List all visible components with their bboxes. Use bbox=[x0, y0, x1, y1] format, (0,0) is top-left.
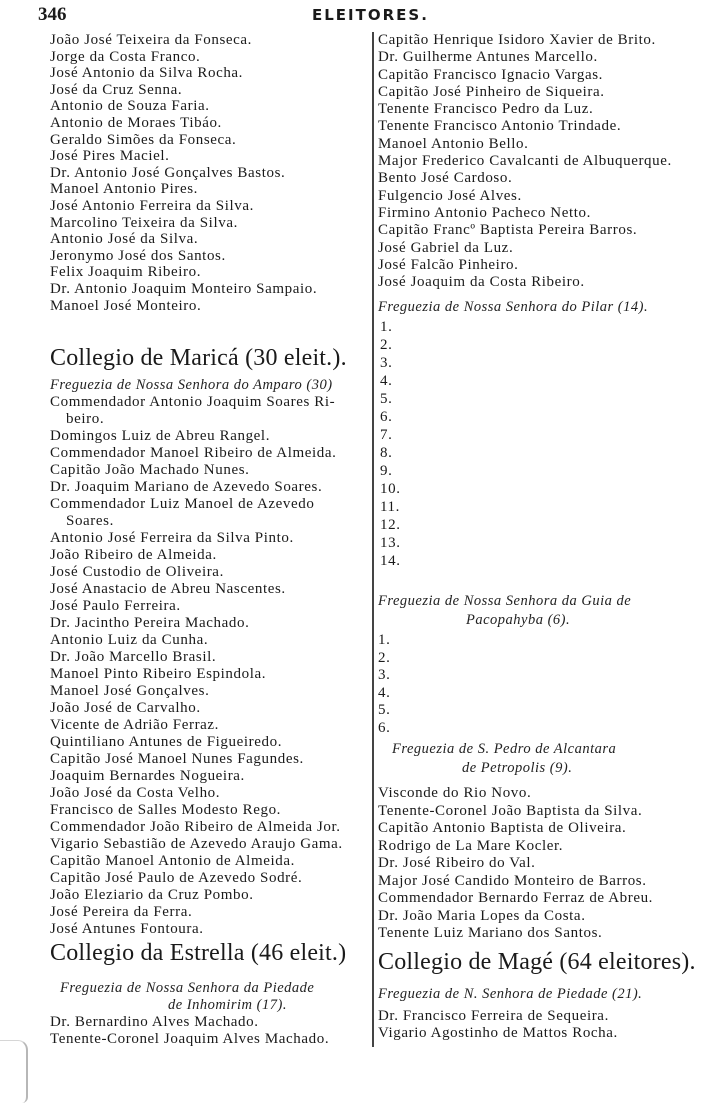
elector-name: Commendador João Ribeiro de Almeida Jor. bbox=[50, 819, 341, 835]
elector-name: Major José Candido Monteiro de Barros. bbox=[378, 872, 647, 889]
parish-heading: Freguezia de Nossa Senhora do Pilar (14). bbox=[378, 299, 649, 315]
elector-name: Tenente Francisco Antonio Trindade. bbox=[378, 118, 622, 135]
elector-name: Jorge da Costa Franco. bbox=[50, 48, 201, 65]
elector-name: Visconde do Rio Novo. bbox=[378, 785, 532, 801]
elector-name: José Joaquim da Costa Ribeiro. bbox=[378, 274, 585, 291]
elector-name: Dr. Guilherme Antunes Marcello. bbox=[378, 49, 598, 66]
elector-name: Tenente Luiz Mariano dos Santos. bbox=[378, 925, 603, 941]
list-number: 14. bbox=[380, 553, 401, 569]
elector-name: Francisco de Salles Modesto Rego. bbox=[50, 802, 282, 818]
elector-name: Dr. Antonio José Gonçalves Bastos. bbox=[50, 164, 286, 181]
elector-list bbox=[50, 32, 317, 314]
elector-list bbox=[378, 32, 672, 291]
elector-name: João Ribeiro de Almeida. bbox=[50, 547, 217, 563]
elector-name: José Anastacio de Abreu Nascentes. bbox=[50, 581, 286, 597]
elector-name: Marcolino Teixeira da Silva. bbox=[50, 214, 238, 231]
list-number: 3. bbox=[380, 355, 393, 371]
elector-name: João José de Carvalho. bbox=[50, 700, 201, 716]
elector-name: Tenente-Coronel Joaquim Alves Machado. bbox=[50, 1031, 330, 1047]
parish-heading: Freguezia de S. Pedro de Alcantara bbox=[392, 741, 617, 757]
elector-name: Felix Joaquim Ribeiro. bbox=[50, 264, 202, 281]
elector-name: Dr. Jacintho Pereira Machado. bbox=[50, 615, 250, 631]
elector-name: Antonio de Moraes Tibáo. bbox=[50, 114, 222, 131]
list-number: 11. bbox=[380, 499, 400, 515]
elector-name: Capitão Antonio Baptista de Oliveira. bbox=[378, 820, 627, 836]
elector-name: Antonio Luiz da Cunha. bbox=[50, 632, 209, 648]
elector-name: Rodrigo de La Mare Kocler. bbox=[378, 837, 564, 854]
elector-name: Firmino Antonio Pacheco Netto. bbox=[378, 204, 591, 221]
elector-name: Manoel Antonio Bello. bbox=[378, 135, 529, 152]
elector-name: José Falcão Pinheiro. bbox=[378, 256, 519, 273]
elector-name: Manoel José Gonçalves. bbox=[50, 683, 210, 699]
elector-list bbox=[378, 1008, 618, 1042]
elector-name: Dr. Bernardino Alves Machado. bbox=[50, 1014, 259, 1030]
list-number: 2. bbox=[380, 337, 393, 353]
elector-name: José da Cruz Senna. bbox=[50, 81, 183, 98]
list-number: 7. bbox=[380, 427, 393, 443]
list-number: 1. bbox=[378, 632, 391, 648]
page-number: 346 bbox=[38, 4, 67, 25]
elector-name: Dr. João Maria Lopes da Costa. bbox=[378, 907, 586, 924]
elector-name: José Pires Maciel. bbox=[50, 148, 170, 165]
elector-name: Major Frederico Cavalcanti de Albuquerque. bbox=[378, 153, 672, 170]
elector-name: Tenente-Coronel João Baptista da Silva. bbox=[378, 802, 643, 819]
elector-list bbox=[50, 1014, 329, 1048]
elector-name: Antonio de Souza Faria. bbox=[50, 98, 210, 115]
elector-name: Capitão João Machado Nunes. bbox=[50, 462, 250, 478]
list-number: 12. bbox=[380, 517, 401, 533]
elector-name: Capitão Henrique Isidoro Xavier de Brito. bbox=[378, 32, 656, 48]
list-number: 10. bbox=[380, 481, 401, 497]
elector-name: Soares. bbox=[66, 513, 114, 529]
parish-heading-continued: de Petropolis (9). bbox=[462, 760, 573, 776]
list-number: 9. bbox=[380, 463, 393, 479]
college-heading: Collegio de Maricá (30 eleit.). bbox=[50, 345, 347, 371]
elector-name: Antonio José da Silva. bbox=[50, 231, 199, 248]
elector-name: José Gabriel da Luz. bbox=[378, 239, 514, 256]
elector-name: Geraldo Simões da Fonseca. bbox=[50, 131, 237, 148]
elector-name: Dr. Joaquim Mariano de Azevedo Soares. bbox=[50, 479, 323, 495]
elector-list bbox=[378, 785, 653, 943]
elector-name: Manoel Pinto Ribeiro Espindola. bbox=[50, 666, 267, 682]
elector-name: Capitão Manoel Antonio de Almeida. bbox=[50, 853, 295, 869]
list-number: 3. bbox=[378, 667, 391, 684]
column-divider bbox=[372, 32, 374, 1047]
elector-name: Vigario Sebastião de Azevedo Araujo Gama. bbox=[50, 836, 343, 852]
parish-heading: Freguezia de Nossa Senhora da Piedade bbox=[60, 980, 315, 996]
elector-name: Joaquim Bernardes Nogueira. bbox=[50, 768, 245, 784]
list-number: 4. bbox=[378, 684, 391, 701]
elector-name: Antonio José Ferreira da Silva Pinto. bbox=[50, 530, 294, 546]
parish-heading: Freguezia de Nossa Senhora da Guia de bbox=[378, 593, 632, 609]
elector-name: Commendador Luiz Manoel de Azevedo bbox=[50, 496, 315, 512]
elector-name: Bento José Cardoso. bbox=[378, 170, 513, 187]
college-heading: Collegio da Estrella (46 eleit.) bbox=[50, 940, 347, 966]
elector-name: Commendador Manoel Ribeiro de Almeida. bbox=[50, 445, 337, 461]
elector-list bbox=[50, 394, 343, 938]
elector-name: Manoel Antonio Pires. bbox=[50, 181, 199, 198]
list-number: 5. bbox=[378, 702, 391, 719]
elector-name: José Custodio de Oliveira. bbox=[50, 564, 224, 580]
elector-name: Commendador Antonio Joaquim Soares Ri- bbox=[50, 394, 336, 410]
parish-heading: Freguezia de N. Senhora de Piedade (21). bbox=[378, 986, 643, 1002]
list-number: 8. bbox=[380, 445, 393, 461]
elector-name: Capitão Francº Baptista Pereira Barros. bbox=[378, 222, 638, 239]
elector-name: Dr. João Marcello Brasil. bbox=[50, 649, 217, 665]
elector-name: beiro. bbox=[66, 411, 105, 427]
list-number: 1. bbox=[380, 319, 393, 335]
elector-name: Manoel José Monteiro. bbox=[50, 297, 202, 314]
blank-numbered-list bbox=[380, 318, 401, 570]
list-number: 6. bbox=[378, 719, 391, 736]
elector-name: José Antonio Ferreira da Silva. bbox=[50, 197, 254, 214]
parish-heading-continued: de Inhomirim (17). bbox=[168, 997, 287, 1013]
elector-name: José Paulo Ferreira. bbox=[50, 598, 181, 614]
elector-name: Vicente de Adrião Ferraz. bbox=[50, 717, 220, 733]
elector-name: Domingos Luiz de Abreu Rangel. bbox=[50, 428, 271, 444]
parish-heading-continued: Pacopahyba (6). bbox=[466, 612, 571, 628]
college-heading: Collegio de Magé (64 eleitores). bbox=[378, 949, 696, 975]
elector-name: Capitão Francisco Ignacio Vargas. bbox=[378, 66, 604, 83]
scan-artifact bbox=[0, 1040, 28, 1103]
elector-name: José Antonio da Silva Rocha. bbox=[50, 65, 244, 82]
elector-name: Fulgencio José Alves. bbox=[378, 187, 522, 204]
list-number: 4. bbox=[380, 373, 393, 389]
elector-name: João Eleziario da Cruz Pombo. bbox=[50, 887, 254, 903]
elector-name: Dr. Francisco Ferreira de Sequeira. bbox=[378, 1008, 609, 1024]
elector-name: Capitão José Manoel Nunes Fagundes. bbox=[50, 751, 304, 767]
elector-name: João José da Costa Velho. bbox=[50, 785, 221, 801]
elector-name: Commendador Bernardo Ferraz de Abreu. bbox=[378, 890, 654, 906]
elector-name: Capitão José Pinheiro de Siqueira. bbox=[378, 83, 605, 100]
elector-name: Dr. Antonio Joaquim Monteiro Sampaio. bbox=[50, 280, 318, 297]
list-number: 6. bbox=[380, 409, 393, 425]
blank-numbered-list bbox=[378, 632, 390, 738]
page-title: ELEITORES. bbox=[312, 6, 429, 24]
list-number: 5. bbox=[380, 391, 393, 407]
elector-name: Dr. José Ribeiro do Val. bbox=[378, 855, 536, 871]
elector-name: Vigario Agostinho de Mattos Rocha. bbox=[378, 1025, 618, 1041]
elector-name: José Pereira da Ferra. bbox=[50, 904, 193, 920]
list-number: 2. bbox=[378, 649, 391, 666]
elector-name: José Antunes Fontoura. bbox=[50, 921, 204, 937]
list-number: 13. bbox=[380, 535, 401, 551]
elector-name: Quintiliano Antunes de Figueiredo. bbox=[50, 734, 283, 750]
elector-name: Capitão José Paulo de Azevedo Sodré. bbox=[50, 870, 303, 886]
elector-name: Tenente Francisco Pedro da Luz. bbox=[378, 101, 594, 118]
elector-name: João José Teixeira da Fonseca. bbox=[50, 32, 253, 48]
parish-heading: Freguezia de Nossa Senhora do Amparo (30) bbox=[50, 377, 333, 393]
elector-name: Jeronymo José dos Santos. bbox=[50, 247, 226, 264]
